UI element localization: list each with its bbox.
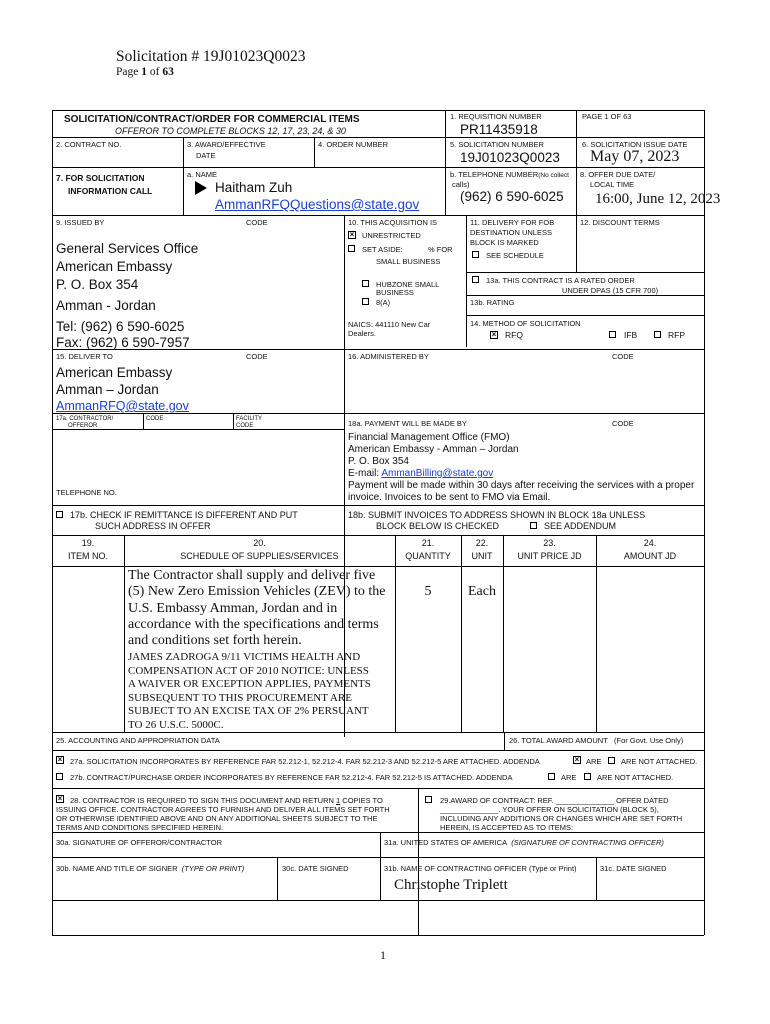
submit-invoices-line-1: 18b. SUBMIT INVOICES TO ADDRESS SHOWN IN BLOCK 18a UNLESS (348, 510, 646, 520)
deliver-to-code-label: CODE (246, 352, 268, 361)
administered-by-code-label: CODE (612, 352, 634, 361)
remittance-line-1: 17b. CHECK IF REMITTANCE IS DIFFERENT AND PUT (70, 510, 298, 520)
telephone-label (450, 170, 569, 180)
eight-a-checkbox[interactable] (362, 298, 369, 305)
solicitation-number-label: 5. SOLICITATION NUMBER (450, 140, 544, 149)
payment-email-link[interactable]: AmmanBilling@state.gov (381, 468, 494, 479)
offer-due-label: 8. OFFER DUE DATE/ (580, 170, 656, 179)
delivery-fob-label-1: 11. DELIVERY FOR FOB (470, 218, 555, 227)
block-29-line-2: ______________. YOUR OFFER ON SOLICITATION (BLOCK 5), (440, 805, 659, 814)
addenda-are-checkbox-a[interactable]: × (574, 755, 580, 764)
form-subtitle: OFFEROR TO COMPLETE BLOCKS 12, 17, 23, 24, & 30 (115, 126, 346, 136)
solicitation-title: Solicitation # 19J01023Q0023 (116, 48, 306, 65)
rfp-label: RFP (668, 330, 685, 340)
offeror-date-signed-label: 30c. DATE SIGNED (282, 864, 349, 873)
requisition-number: PR11435918 (460, 122, 538, 137)
addenda-are-not-label-a: ARE NOT ATTACHED. (621, 757, 698, 766)
unrestricted-checkbox[interactable]: × (349, 230, 355, 239)
block-28-text-b: COPIES TO (340, 796, 383, 805)
rated-order-label: 13a. THIS CONTRACT IS A RATED ORDER (486, 276, 635, 285)
govt-use-note: (For Govt. Use Only) (614, 736, 684, 745)
col-24-number: 24. (643, 538, 657, 548)
award-date-label-2: DATE (196, 151, 216, 160)
block-28-line-1 (70, 796, 383, 805)
naics-line-1: NAICS: 441110 New Car (348, 320, 431, 329)
telephone-label-text: b. TELEPHONE NUMBER (450, 170, 539, 179)
ifb-label: IFB (624, 330, 638, 340)
contact-email-link[interactable]: AmmanRFQQuestions@state.gov (215, 197, 420, 212)
issued-by-fax: Fax: (962) 6 590-7957 (56, 335, 190, 350)
rfq-checkbox[interactable]: × (491, 330, 497, 339)
form-title: SOLICITATION/CONTRACT/ORDER FOR COMMERCIAL ITEMS (64, 114, 360, 125)
signer-name-label (56, 864, 244, 873)
telephone-number: (962) 6 590-6025 (460, 189, 564, 204)
rating-label: 13b. RATING (470, 298, 515, 307)
block-28-line-4: TERMS AND CONDITIONS SPECIFIED HEREIN. (56, 823, 224, 832)
contractor-code-label: CODE (146, 416, 164, 422)
col-21-header: QUANTITY (405, 551, 451, 561)
contractor-sign-checkbox[interactable]: × (57, 794, 63, 803)
telephone-note: (No collect (538, 172, 569, 179)
col-20-header: SCHEDULE OF SUPPLIES/SERVICES (180, 551, 339, 561)
page-indicator (116, 66, 174, 78)
payment-code-label: CODE (612, 419, 634, 428)
unrestricted-label: UNRESTRICTED (362, 231, 421, 240)
offer-due-date: 16:00, June 12, 2023 (595, 191, 721, 207)
item-quantity: 5 (424, 584, 432, 599)
notice-line: COMPENSATION ACT OF 2010 NOTICE: UNLESS (128, 664, 369, 677)
payment-email-prefix: E-mail: (348, 468, 382, 479)
payment-email (348, 468, 493, 480)
description-line: The Contractor shall supply and deliver five (128, 568, 376, 583)
ifb-checkbox[interactable] (609, 331, 616, 338)
hubzone-label-2: BUSINESS (376, 288, 414, 297)
description-line: U.S. Embassy Amman, Jordan and in (128, 600, 338, 616)
col-21-number: 21. (421, 538, 435, 548)
discount-terms-label: 12. DISCOUNT TERMS (580, 218, 660, 227)
rfq-label: RFQ (505, 330, 523, 340)
notice-line: SUBJECT TO AN EXCISE TAX OF 2% PERSUANT (128, 705, 369, 717)
contractor-label (56, 416, 113, 430)
officer-date-signed-label: 31c. DATE SIGNED (600, 864, 667, 873)
contract-no-label: 2. CONTRACT NO. (56, 140, 122, 149)
pct-for-label: % FOR (428, 245, 453, 254)
page-of: of (149, 66, 160, 78)
signer-name-note: (TYPE OR PRINT) (181, 864, 245, 873)
award-date-label: 3. AWARD/EFFECTIVE (187, 140, 266, 149)
block-29-line-4: HEREIN, IS ACCEPTED AS TO ITEMS: (440, 823, 574, 832)
issued-by-line-1: General Services Office (56, 241, 199, 256)
award-of-contract-checkbox[interactable] (425, 796, 432, 803)
see-schedule-checkbox[interactable] (472, 251, 479, 258)
col-23-number: 23. (543, 538, 556, 548)
description-line: accordance with the specifications and terms (128, 616, 379, 632)
addenda-are-label-a: ARE (586, 757, 602, 766)
hubzone-checkbox[interactable] (362, 280, 369, 287)
payment-terms-line-1: Payment will be made within 30 days after receiving the services with a proper (348, 480, 695, 491)
page-of-label: PAGE 1 OF 63 (582, 112, 632, 121)
block-28-line-2: ISSUING OFFICE. CONTRACTOR AGREES TO FURNISH AND DELIVER ALL ITEMS SET FORTH (56, 805, 390, 814)
zadroga-notice (128, 651, 371, 732)
block-28-line-3: OR OTHERWISE IDENTIFIED ABOVE AND ON ANY ADDITIONAL SHEETS SUBJECT TO THE (56, 814, 378, 823)
addenda-are-checkbox-b[interactable] (548, 773, 555, 780)
for-solicitation-label: 7. FOR SOLICITATION (56, 173, 145, 183)
addendum-checkbox[interactable] (530, 522, 537, 529)
dpas-label: UNDER DPAS (15 CFR 700) (562, 286, 659, 295)
item-description (128, 568, 386, 649)
naics-line-2: Dealers. (348, 329, 376, 338)
issue-date-label: 6. SOLICITATION ISSUE DATE (582, 140, 688, 149)
acquisition-label: 10. THIS ACQUISITION IS (348, 218, 438, 227)
notice-line: SUBSEQUENT TO THIS PROCUREMENT ARE (128, 691, 352, 704)
delivery-fob-label-2: DESTINATION UNLESS (470, 228, 552, 237)
facility-label-1: FACILITY (236, 416, 263, 422)
addenda-are-not-checkbox-a[interactable] (608, 757, 615, 764)
issued-by-line-3: P. O. Box 354 (56, 277, 139, 292)
page-total: 63 (162, 66, 174, 78)
usa-signature-label (384, 838, 664, 847)
total-award-label (509, 736, 683, 745)
hubzone-label: HUBZONE SMALL (376, 280, 440, 289)
contractor-label-1: 17a. CONTRACTOR/ (56, 416, 114, 422)
offer-due-label-2: LOCAL TIME (590, 180, 635, 189)
administered-by-label: 16. ADMINISTERED BY (348, 352, 429, 361)
set-aside-label: SET ASIDE: (362, 245, 403, 254)
facility-code-label (236, 416, 262, 430)
contact-name: Haitham Zuh (215, 180, 293, 195)
block-27b-text: 27b. CONTRACT/PURCHASE ORDER INCORPORATES BY REFERENCE FAR 52.212-4. FAR 52.212-5 IS ATTACHED. ADDENDA (70, 773, 513, 782)
issued-by-label: 9. ISSUED BY (56, 218, 105, 227)
total-award-label-text: 26. TOTAL AWARD AMOUNT (509, 736, 608, 745)
see-schedule-label: SEE SCHEDULE (486, 251, 544, 260)
col-19-number: 19. (81, 538, 95, 548)
issued-by-tel: Tel: (962) 6 590-6025 (56, 319, 185, 334)
deliver-to-label: 15. DELIVER TO (56, 352, 113, 361)
remittance-checkbox[interactable] (56, 511, 63, 518)
issue-date: May 07, 2023 (590, 148, 680, 165)
small-business-label: SMALL BUSINESS (376, 257, 441, 266)
block-29-line-1: 29.AWARD OF CONTRACT: REF. ______________ OFFER DATED (440, 796, 669, 805)
col-19-header: ITEM NO. (68, 551, 108, 561)
rated-order-checkbox[interactable] (472, 276, 479, 283)
addenda-are-label-b: ARE (561, 773, 577, 782)
payment-terms-line-2: invoice. Invoices to be sent to FMO via Email. (348, 492, 551, 503)
delivery-fob-label-3: BLOCK IS MARKED (470, 238, 539, 247)
contractor-label-2: OFFEROR (68, 423, 98, 429)
issued-by-line-2: American Embassy (56, 259, 173, 274)
arrow-icon (195, 181, 207, 195)
usa-signature-note: (SIGNATURE OF CONTRACTING OFFICER) (511, 838, 664, 847)
addendum-label: SEE ADDENDUM (544, 521, 617, 531)
copies-number: 1 (336, 796, 341, 805)
eight-a-label: 8(A) (376, 298, 391, 307)
information-call-label: INFORMATION CALL (68, 186, 153, 196)
requisition-number-label: 1. REQUISITION NUMBER (450, 112, 542, 121)
col-20-number: 20. (253, 538, 266, 548)
col-22-header: UNIT (471, 551, 493, 561)
block-29-line-3: INCLUDING ANY ADDITIONS OR CHANGES WHICH ARE SET FORTH (440, 814, 683, 823)
notice-line: TO 26 U.S.C. 5000C. (128, 718, 224, 731)
issued-by-city: Amman - Jordan (56, 298, 156, 313)
method-of-solicitation-label: 14. METHOD OF SOLICITATION (470, 319, 581, 328)
deliver-to-line-1: American Embassy (56, 365, 173, 380)
payment-line-3: P. O. Box 354 (348, 456, 409, 467)
accounting-label: 25. ACCOUNTING AND APPROPRIATION DATA (56, 736, 220, 745)
issued-by-code-label: CODE (246, 218, 268, 227)
col-23-header: UNIT PRICE JD (517, 551, 582, 561)
notice-line: A WAIVER OR EXCEPTION APPLIES, PAYMENTS (128, 678, 371, 690)
deliver-to-email-link[interactable]: AmmanRFQ@state.gov (56, 399, 189, 413)
contract-incorporates-checkbox[interactable] (56, 773, 63, 780)
item-unit: Each (468, 584, 496, 599)
officer-name-label: 31b. NAME OF CONTRACTING OFFICER (Type or Print) (384, 864, 577, 873)
submit-invoices-line-2: BLOCK BELOW IS CHECKED (376, 521, 500, 531)
payment-by-label: 18a. PAYMENT WILL BE MADE BY (348, 419, 467, 428)
payment-line-2: American Embassy - Amman – Jordan (348, 444, 519, 455)
solicitation-incorporates-checkbox[interactable]: × (57, 755, 63, 764)
col-22-number: 22. (475, 538, 489, 548)
order-number-label: 4. ORDER NUMBER (318, 140, 389, 149)
usa-signature-label-text: 31a. UNITED STATES OF AMERICA (384, 838, 508, 847)
contracting-officer-name: Christophe Triplett (394, 877, 508, 893)
notice-line: JAMES ZADROGA 9/11 VICTIMS HEALTH AND (128, 651, 361, 663)
rfp-checkbox[interactable] (654, 331, 661, 338)
page-num: 1 (141, 66, 147, 78)
set-aside-checkbox[interactable] (348, 245, 355, 252)
addenda-are-not-checkbox-b[interactable] (584, 773, 591, 780)
block-28-text-a: 28. CONTRACTOR IS REQUIRED TO SIGN THIS DOCUMENT AND RETURN (70, 796, 337, 805)
footer-page-number: 1 (380, 948, 386, 962)
contact-name-label: a. NAME (187, 170, 218, 179)
payment-line-1: Financial Management Office (FMO) (348, 432, 510, 443)
col-24-header: AMOUNT JD (623, 551, 677, 561)
solicitation-number: 19J01023Q0023 (460, 150, 560, 165)
page-prefix: Page (116, 66, 139, 78)
block-27a-text: 27a. SOLICITATION INCORPORATES BY REFERENCE FAR 52.212-1, 52.212-4. FAR 52.212-3 AND 52.212-5 ARE ATTACHED. ADDENDA (70, 757, 540, 766)
facility-label-2: CODE (236, 423, 254, 429)
deliver-to-line-2: Amman – Jordan (56, 382, 159, 397)
addenda-are-not-label-b: ARE NOT ATTACHED. (597, 773, 674, 782)
description-line: (5) New Zero Emission Vehicles (ZEV) to the (128, 584, 386, 600)
offeror-signature-label: 30a. SIGNATURE OF OFFEROR/CONTRACTOR (56, 838, 222, 847)
contractor-telephone-label: TELEPHONE NO. (56, 488, 117, 497)
signer-name-label-text: 30b. NAME AND TITLE OF SIGNER (56, 864, 178, 873)
telephone-note-2: calls) (452, 180, 470, 189)
remittance-line-2: SUCH ADDRESS IN OFFER (95, 521, 211, 531)
description-line: and conditions set forth herein. (128, 633, 302, 649)
